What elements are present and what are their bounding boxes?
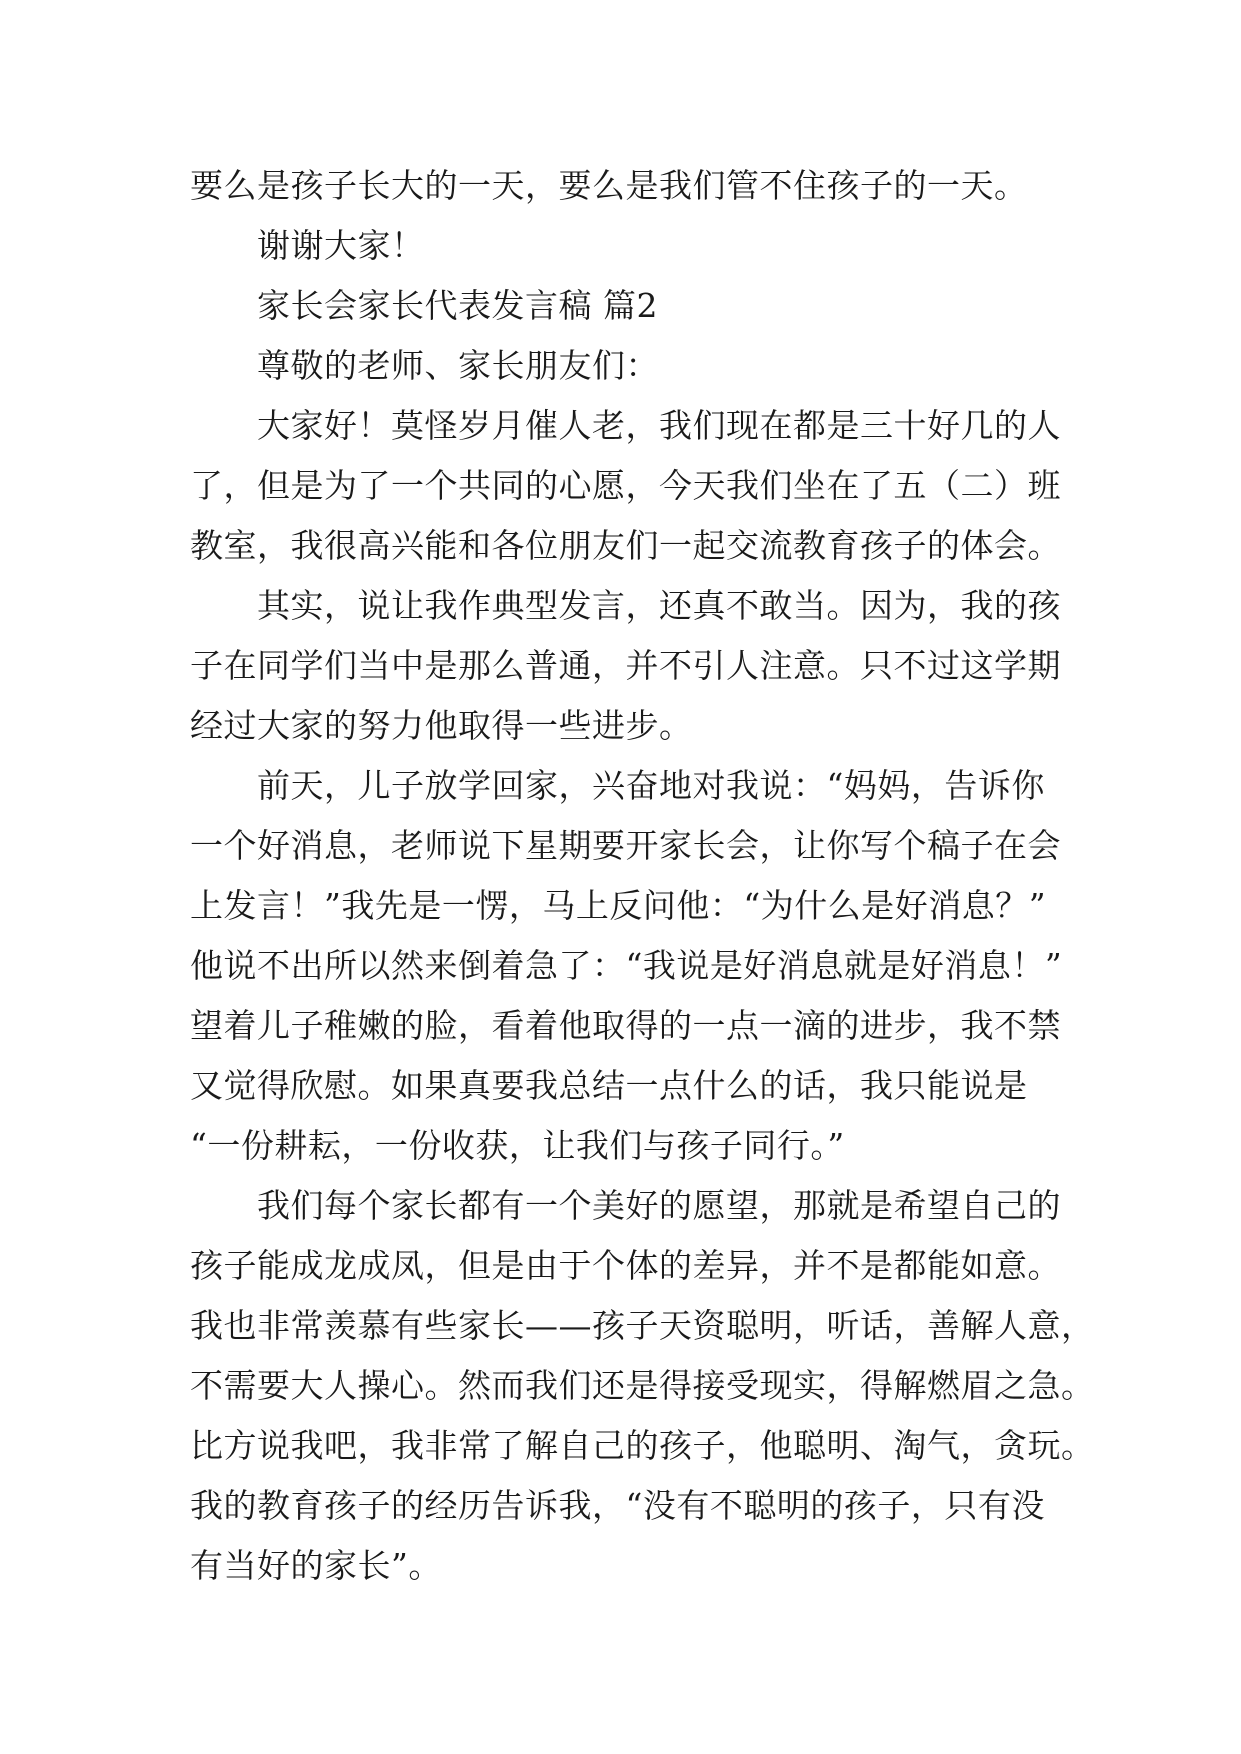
- text-line: 其实，说让我作典型发言，还真不敢当。因为，我的孩: [190, 586, 1061, 625]
- text-line: 谢谢大家！: [190, 226, 425, 265]
- text-line: 我们每个家长都有一个美好的愿望，那就是希望自己的: [190, 1186, 1061, 1225]
- text-line: 我也非常羡慕有些家长——孩子天资聪明，听话，善解人意，: [190, 1306, 1095, 1345]
- text-line: 一个好消息，老师说下星期要开家长会，让你写个稿子在会: [190, 826, 1061, 865]
- text-line: 孩子能成龙成凤，但是由于个体的差异，并不是都能如意。: [190, 1246, 1061, 1285]
- text-line: 又觉得欣慰。如果真要我总结一点什么的话，我只能说是: [190, 1066, 1028, 1105]
- text-line: 上发言！”我先是一愣，马上反问他：“为什么是好消息？”: [190, 886, 1047, 925]
- text-line: 教室，我很高兴能和各位朋友们一起交流教育孩子的体会。: [190, 526, 1061, 565]
- text-line: 望着儿子稚嫩的脸，看着他取得的一点一滴的进步，我不禁: [190, 1006, 1061, 1045]
- text-line: 不需要大人操心。然而我们还是得接受现实，得解燃眉之急。: [190, 1366, 1095, 1405]
- text-line: 比方说我吧，我非常了解自己的孩子，他聪明、淘气，贪玩。: [190, 1426, 1095, 1465]
- text-line: 经过大家的努力他取得一些进步。: [190, 706, 693, 745]
- text-line: “一份耕耘，一份收获，让我们与孩子同行。”: [190, 1126, 845, 1165]
- body-text: [190, 156, 1095, 1596]
- text-line: 大家好！莫怪岁月催人老，我们现在都是三十好几的人: [190, 406, 1061, 445]
- text-line: 要么是孩子长大的一天，要么是我们管不住孩子的一天。: [190, 166, 1028, 205]
- text-line: 他说不出所以然来倒着急了：“我说是好消息就是好消息！”: [190, 946, 1063, 985]
- salutation: 尊敬的老师、家长朋友们：: [190, 346, 659, 385]
- section-heading: 家长会家长代表发言稿 篇2: [190, 286, 658, 325]
- text-line: 有当好的家长”。: [190, 1546, 442, 1585]
- text-line: 我的教育孩子的经历告诉我，“没有不聪明的孩子，只有没: [190, 1486, 1045, 1525]
- text-line: 了，但是为了一个共同的心愿，今天我们坐在了五（二）班: [190, 466, 1061, 505]
- text-line: 子在同学们当中是那么普通，并不引人注意。只不过这学期: [190, 646, 1061, 685]
- text-line: 前天，儿子放学回家，兴奋地对我说：“妈妈，告诉你: [190, 766, 1045, 805]
